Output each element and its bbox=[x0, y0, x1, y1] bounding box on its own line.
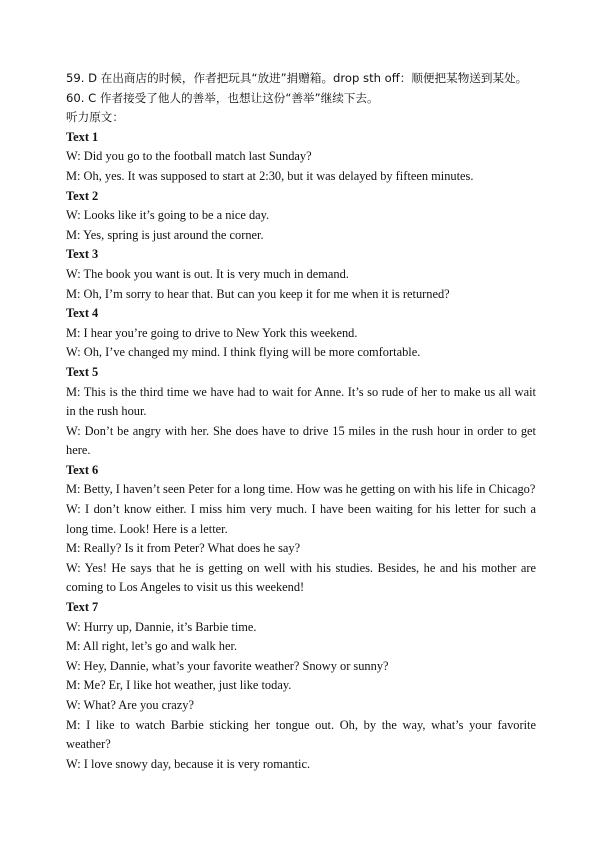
text-4-line-2: W: Oh, I’ve changed my mind. I think flying will be more comfortable. bbox=[66, 345, 421, 360]
text-7-line-7: W: I love snowy day, because it is very romantic. bbox=[66, 756, 311, 771]
text-7-line-5: W: What? Are you crazy? bbox=[66, 698, 194, 712]
text-5-line-2: W: Don’t be angry with her. She does have to drive 15 miles in the rush hour in order to get here. bbox=[66, 423, 536, 458]
text-3-line-2: M: Oh, I’m sorry to hear that. But can you keep it for me when it is returned? bbox=[66, 286, 450, 301]
text-1-line-1: W: Did you go to the football match last Sunday? bbox=[66, 149, 312, 164]
answer-60: 60. C 作者接受了他人的善举，也想让这份“善举”继续下去。 bbox=[66, 90, 379, 105]
answer-59: 59. D 在出商店的时候，作者把玩具“放进”捐赠箱。drop sth off：顺便把某物送到某处。 bbox=[66, 71, 528, 85]
text-6-line-3: M: Really? Is it from Peter? What does he say? bbox=[66, 541, 301, 556]
text-6-line-2: W: I don’t know either. I miss him very much. I have been waiting for his letter for such a long time. Look! Here is a letter. bbox=[66, 502, 536, 536]
text-5-line-1: M: This is the third time we have had to wait for Anne. It’s so rude of her to make us all wait in the rush hour. bbox=[66, 384, 536, 419]
text-6-line-4: W: Yes! He says that he is getting on well with his studies. Besides, he and his mother are coming to Los Angeles to visit us this weekend! bbox=[66, 560, 536, 595]
text-4-heading: Text 4 bbox=[66, 306, 99, 321]
text-4-line-1: M: I hear you’re going to drive to New York this weekend. bbox=[66, 325, 358, 340]
text-7-line-4: M: Me? Er, I like hot weather, just like today. bbox=[66, 678, 292, 693]
text-2-line-2: M: Yes, spring is just around the corner. bbox=[66, 227, 264, 242]
text-7-line-1: W: Hurry up, Dannie, it’s Barbie time. bbox=[66, 619, 257, 634]
text-1-heading: Text 1 bbox=[66, 129, 99, 144]
text-6-line-1: M: Betty, I haven’t seen Peter for a long time. How was he getting on with his life in Chicago? bbox=[66, 482, 536, 497]
text-1-line-2: M: Oh, yes. It was supposed to start at 2:30, but it was delayed by fifteen minutes. bbox=[66, 168, 474, 183]
text-3-line-1: W: The book you want is out. It is very much in demand. bbox=[66, 266, 349, 281]
text-7-line-2: M: All right, let’s go and walk her. bbox=[66, 639, 238, 654]
document-content bbox=[66, 69, 536, 774]
text-2-line-1: W: Looks like it’s going to be a nice day. bbox=[66, 208, 270, 223]
text-6-heading: Text 6 bbox=[66, 462, 99, 477]
transcript-title: 听力原文： bbox=[66, 110, 124, 125]
text-5-heading: Text 5 bbox=[66, 364, 99, 379]
text-2-heading: Text 2 bbox=[66, 188, 99, 203]
text-7-heading: Text 7 bbox=[66, 600, 99, 615]
text-7-line-3: W: Hey, Dannie, what’s your favorite weather? Snowy or sunny? bbox=[66, 658, 389, 673]
text-7-line-6: M: I like to watch Barbie sticking her tongue out. Oh, by the way, what’s your favorite weather? bbox=[66, 717, 536, 752]
text-3-heading: Text 3 bbox=[66, 247, 99, 262]
